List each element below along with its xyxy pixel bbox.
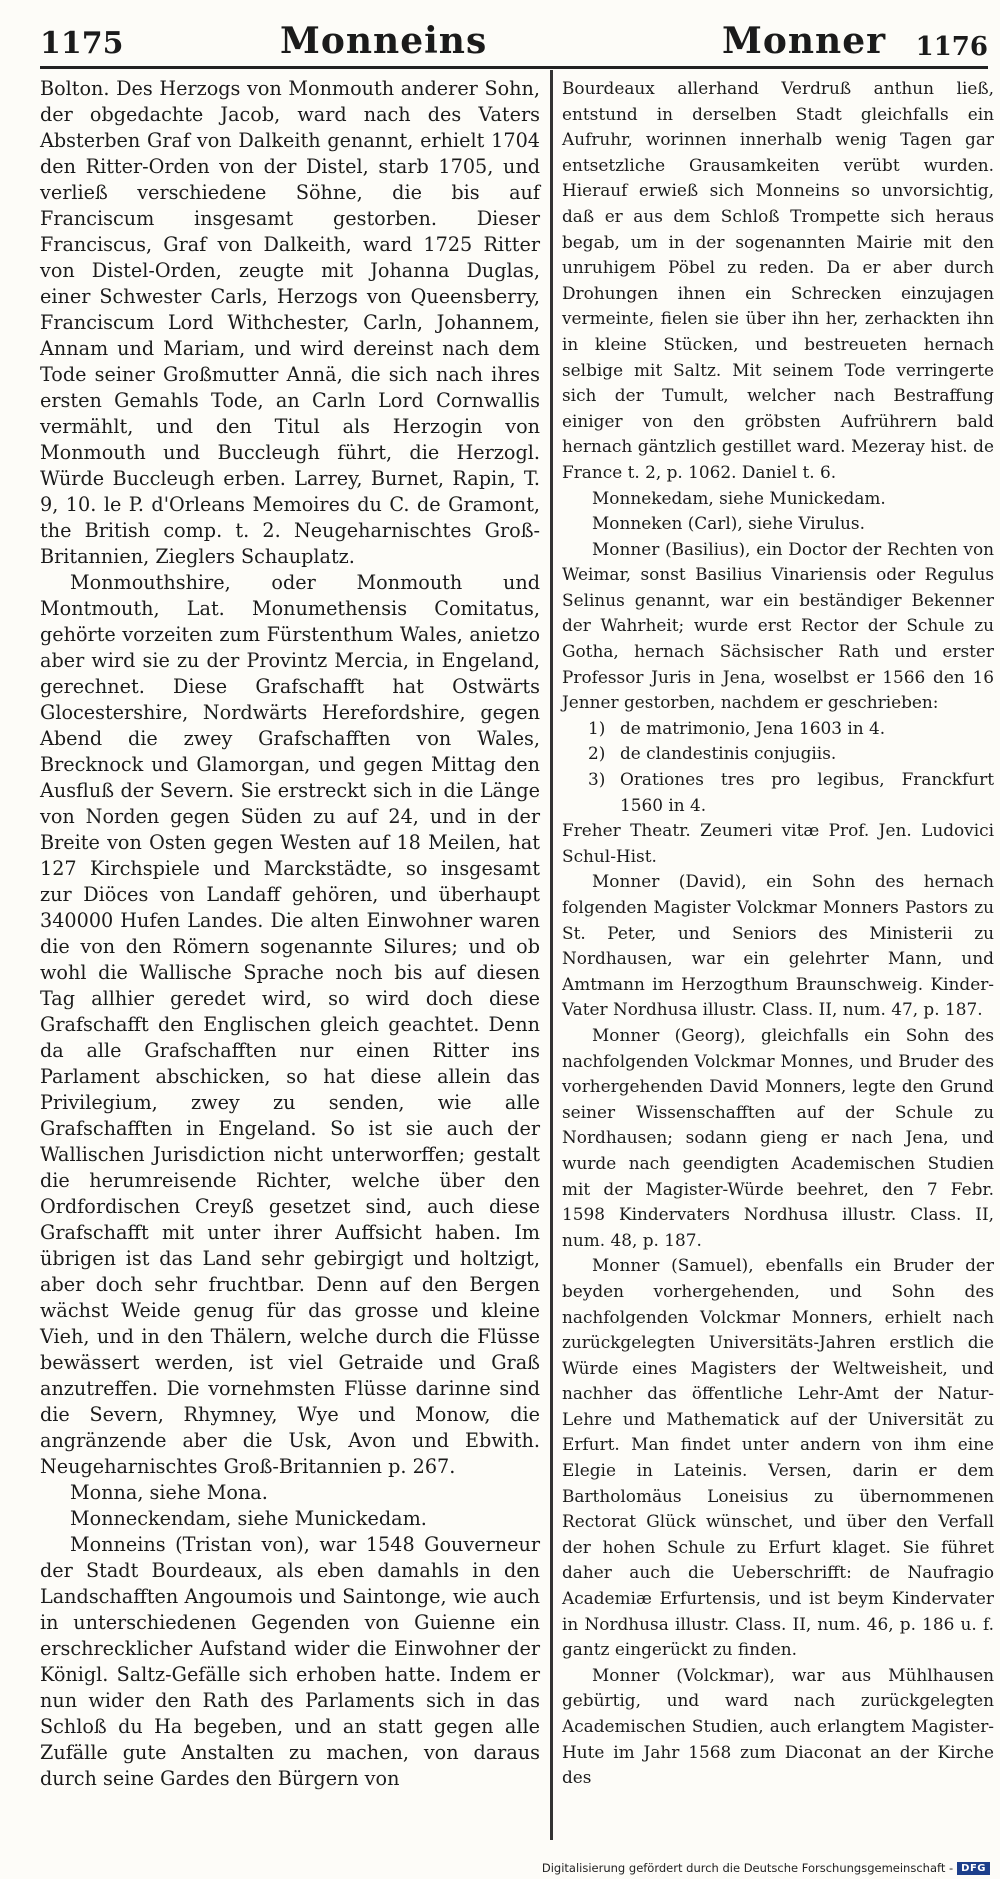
works-list [562,716,994,818]
running-head-left: Monneins [280,20,488,62]
entry-monner-samuel: Monner (Samuel), ebenfalls ein Bruder der beyden vorhergehenden, und Sohn des nachfolgenden Volckmar Monners, erhielt nach zurückgelegten Universitäts-Jahren erstlich die Würde eines Magisters der Weltweisheit, und nachher das öffentliche Lehr-Amt der Natur-Lehre und Mathematick auf der Universität zu Erfurt. Man findet unter andern von ihm eine Elegie in Lateinis. Versen, darin er dem Bartholomäus Loneisius zu übernommenen Rectorat Glück wünschet, und über den Verfall der hohen Schule zu Erfurt klaget. Sie führet daher auch die Ueberschrifft: de Naufragio Academiæ Erfurtensis, und ist beym Kindervater in Nordhusa illustr. Class. II, num. 46, p. 186 u. f. gantz eingerückt zu finden. [562,1255,994,1660]
works-list-number: 2) [588,743,606,764]
works-list-number: 1) [588,717,606,738]
reference-freher: Freher Theatr. Zeumeri vitæ Prof. Jen. Ludovici Schul-Hist. [562,820,994,866]
entry-monna: Monna, siehe Mona. [70,1481,268,1504]
works-list-text: Orationes tres pro legibus, Franckfurt 1560 in 4. [620,769,994,815]
running-head-right: Monner [722,20,887,62]
entry-monner-basilius: Monner (Basilius), ein Doctor der Rechten von Weimar, sonst Basilius Vinariensis oder Regulus Selinus genannt, war ein beständiger Bekenner der Wahrheit; wurde erst Rector der Schule zu Gotha, hernach Sächsischer Rath und erster Professor Juris in Jena, woselbst er 1566 den 16 Jenner gestorben, nachdem er geschrieben: [562,538,994,713]
works-list-item [588,716,994,742]
left-column [40,76,540,1792]
entry-monneken: Monneken (Carl), siehe Virulus. [592,513,865,534]
works-list-text: de clandestinis conjugiis. [620,743,837,764]
entry-monneckendam: Monneckendam, siehe Munickedam. [70,1507,427,1530]
dfg-logo-icon: DFG [957,1862,990,1875]
entry-bolton-continued: Bolton. Des Herzogs von Monmouth anderer Sohn, der obgedachte Jacob, ward nach des Vaters Absterben Graf von Dalkeith genannt, erhielt 1704 den Ritter-Orden von der Distel, starb 1705, und verließ verschiedene Söhne, die bis auf Franciscum insgesamt gestorben. Dieser Franciscus, Graf von Dalkeith, ward 1725 Ritter von Distel-Orden, zeugte mit Johanna Duglas, einer Schwester Carls, Herzogs von Queensberry, Franciscum Lord Withchester, Carln, Johannem, Annam und Mariam, und wird dereinst nach dem Tode seiner Großmutter Annä, die sich nach ihres ersten Gemahls Tode, an Carln Lord Cornwallis vermählt, und den Titul als Herzogin von Monmouth und Buccleugh führt, die Herzogl. Würde Buccleugh erben. Larrey, Burnet, Rapin, T. 9, 10. le P. d'Orleans Memoires du C. de Gramont, the British comp. t. 2. Neugeharnischtes Groß-Britannien, Zieglers Schauplatz. [40,77,540,568]
entry-monneins: Monneins (Tristan von), war 1548 Gouverneur der Stadt Bourdeaux, als eben damahls in den Landschafften Angoumois und Saintonge, wie auch in unterschiedenen Gegenden von Guienne ein erschrecklicher Aufstand wider die Einwohner der Königl. Saltz-Gefälle sich erhoben hatte. Indem er nun wider den Rath des Parlaments sich in das Schloß du Ha begeben, und an statt gegen alle Zufälle gute Anstalten zu machen, von daraus durch seine Gardes den Bürgern von [40,1533,540,1790]
column-divider [550,70,553,1840]
entry-monnekedam: Monnekedam, siehe Munickedam. [592,487,886,508]
works-list-number: 3) [588,769,606,790]
right-column [562,76,994,1791]
entry-monner-david: Monner (David), ein Sohn des hernach folgenden Magister Volckmar Monners Pastors zu St. Peter, und Seniors des Ministerii zu Nordhausen, war ein gelehrter Mann, und Amtmann im Herzogthum Braunschweig. Kinder-Vater Nordhusa illustr. Class. II, num. 47, p. 187. [562,871,994,1020]
entry-monneins-continued: Bourdeaux allerhand Verdruß anthun ließ, entstund in derselben Stadt gleichfalls ein Aufruhr, worinnen innerhalb wenig Tagen gar entsetzliche Grausamkeiten verübt wurden. Hierauf erwieß sich Monneins so unvorsichtig, daß er aus dem Schloß Trompette sich heraus begab, um in der sogenannten Mairie mit den unruhigem Pöbel zu reden. Da er aber durch Drohungen ihnen ein Schrecken einzujagen vermeinte, fielen sie über ihn her, zerhackten ihn in kleine Stücken, und bestreueten hernach selbige mit Saltz. Mit seinem Tode verringerte sich der Tumult, welcher nach Bestraffung einiger von den gröbsten Aufrührern bald hernach gäntzlich gestillet ward. Mezeray hist. de France t. 2, p. 1062. Daniel t. 6. [562,78,994,482]
works-list-item [588,741,994,767]
page-number-right: 1176 [915,32,988,62]
entry-monner-volckmar: Monner (Volckmar), war aus Mühlhausen gebürtig, und ward nach zurückgelegten Academischen Studien, auch erlangtem Magister-Hute im Jahr 1568 zum Diaconat an der Kirche des [562,1664,994,1788]
digitization-credit [542,1861,990,1875]
entry-monmouthshire: Monmouthshire, oder Monmouth und Montmouth, Lat. Monumethensis Comitatus, gehörte vorzeiten zum Fürstenthum Wales, anietzo aber wird sie zu der Provintz Mercia, in Engeland, gerechnet. Diese Grafschafft hat Ostwärts Glocestershire, Nordwärts Herefordshire, gegen Abend die zwey Grafschafften von Wales, Brecknock und Glamorgan, und gegen Mittag den Ausfluß der Severn. Sie erstreckt sich in die Länge von Norden gegen Süden zu auf 24, und in der Breite von Osten gegen Westen auf 18 Meilen, hat 127 Kirchspiele und Marckstädte, so insgesamt zur Diöces von Landaff gehören, und überhaupt 340000 Hufen Landes. Die alten Einwohner waren die von den Römern sogenannte Silures; und ob wohl die Wallische Sprache noch bis auf diesen Tag allhier geredet wird, so wird doch diese Grafschafft den Englischen gleich geachtet. Denn da alle Grafschafften nur einen Ritter ins Parlament abschicken, so hat diese allein das Privilegium, zwey zu senden, wie alle Grafschafften in Engeland. So ist sie auch der Wallischen Jurisdiction nicht unterworffen; gestalt die herumreisende Richter, welche über den Ordfordischen Creyß gesetzet sind, auch diese Grafschafft mit unter ihrer Auffsicht haben. Im übrigen ist das Land sehr gebirgigt und holtzigt, aber doch sehr fruchtbar. Denn auf den Bergen wächst Weide genug für das grosse und kleine Vieh, und in den Thälern, welche durch die Flüsse bewässert werden, ist viel Getraide und Graß anzutreffen. Die vornehmsten Flüsse darinne sind die Severn, Rhymney, Wye und Monow, die angränzende aber die Usk, Avon und Ebwith. Neugeharnischtes Groß-Britannien p. 267. [40,571,540,1478]
page-number-left: 1175 [40,26,124,61]
entry-monner-georg: Monner (Georg), gleichfalls ein Sohn des nachfolgenden Volckmar Monnes, und Bruder des vorhergehenden David Monners, legte den Grund seiner Wissenschafften auf der Schule zu Nordhausen; sodann gieng er nach Jena, und wurde nach geendigten Academischen Studien mit der Magister-Würde beehret, den 7 Febr. 1598 Kindervaters Nordhusa illustr. Class. II, num. 48, p. 187. [562,1024,994,1250]
page-header [40,20,988,70]
works-list-text: de matrimonio, Jena 1603 in 4. [620,717,886,738]
header-rule [40,66,988,69]
works-list-item [588,767,994,818]
credit-text: Digitalisierung gefördert durch die Deutsche Forschungsgemeinschaft - [541,1861,954,1875]
